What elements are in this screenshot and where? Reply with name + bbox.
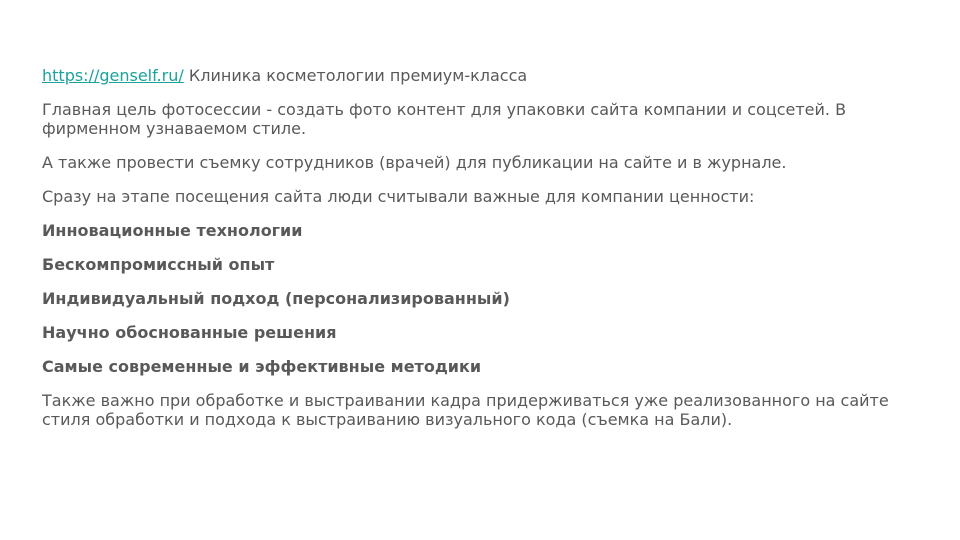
value-item: Научно обоснованные решения (42, 323, 337, 342)
value-item: Инновационные технологии (42, 221, 303, 240)
closing-paragraph: Также важно при обработке и выстраивании кадра придерживаться уже реализованного на сайте стиля обработки и подхода к выстраиванию визуального кода (съемка на Бали). (42, 391, 889, 429)
value-item: Бескомпромиссный опыт (42, 255, 275, 274)
value-item: Самые современные и эффективные методики (42, 357, 482, 376)
intro-line (42, 66, 922, 85)
staff-paragraph: А также провести съемку сотрудников (врачей) для публикации на сайте и в журнале. (42, 153, 787, 172)
website-link[interactable]: https://genself.ru/ (42, 66, 184, 85)
slide-content (42, 66, 922, 444)
intro-clinic-description: Клиника косметологии премиум-класса (183, 66, 528, 85)
values-intro-paragraph: Сразу на этапе посещения сайта люди считывали важные для компании ценности: (42, 187, 755, 206)
value-item: Индивидуальный подход (персонализированный) (42, 289, 510, 308)
goal-paragraph: Главная цель фотосессии - создать фото контент для упаковки сайта компании и соцсетей. В фирменном узнаваемом стиле. (42, 100, 847, 138)
